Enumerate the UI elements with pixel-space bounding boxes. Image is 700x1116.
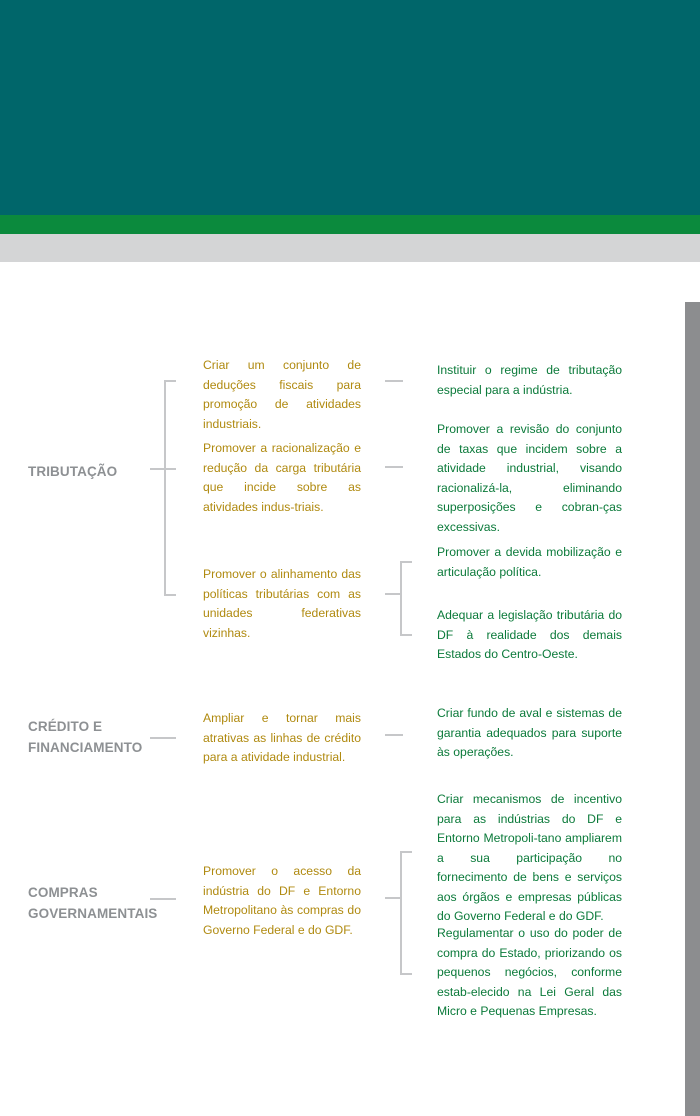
bracket-t3-bottom: [400, 634, 412, 636]
category-credito: [28, 716, 148, 758]
action-fundo-aval: Criar fundo de aval e sistemas de garantia adequados para suporte às operações.: [437, 706, 622, 759]
connector-t3: [385, 593, 401, 595]
action-mobilizacao: Promover a devida mobilização e articulação política.: [437, 545, 622, 579]
header-band-gray: [0, 234, 700, 262]
bracket-g1-bottom: [400, 973, 412, 975]
category-compras: [28, 882, 158, 924]
connector-credito: [150, 737, 176, 739]
action-revisao-taxas: Promover a revisão do conjunto de taxas que incidem sobre a atividade industrial, visando racionalizá-la, eliminando superposições e cobran-ças excessivas.: [437, 422, 622, 534]
objective-alinhamento: Promover o alinhamento das políticas tributárias com as unidades federativas vizinhas.: [203, 567, 361, 640]
bracket-g1-top: [400, 851, 412, 853]
objective-credito: Ampliar e tornar mais atrativas as linhas de crédito para a atividade industrial.: [203, 711, 361, 764]
bracket-tributacao: [164, 380, 166, 595]
connector-c1: [385, 734, 403, 736]
bracket-tributacao-top: [164, 380, 176, 382]
bracket-tributacao-bottom: [164, 594, 176, 596]
category-credito-line1: CRÉDITO E: [28, 719, 103, 734]
objective-deducoes-fiscais: Criar um conjunto de deduções fiscais para promoção de atividades industriais.: [203, 358, 361, 431]
objective-racionalizacao: Promover a racionalização e redução da carga tributária que incide sobre as atividades indus-triais.: [203, 441, 361, 514]
side-bar: [685, 302, 700, 1116]
header-band-green: [0, 215, 700, 234]
action-mecanismos-incentivo: Criar mecanismos de incentivo para as indústrias do DF e Entorno Metropoli-tano ampliarem a sua participação no fornecimento de bens e serviços aos órgãos e empresas públicas do Governo Federal e do GDF.: [437, 792, 622, 923]
action-poder-compra: Regulamentar o uso do poder de compra do Estado, priorizando os pequenos negócios, conforme estab-elecido na Lei Geral das Micro e Pequenas Empresas.: [437, 926, 622, 1018]
objective-compras: Promover o acesso da indústria do DF e Entorno Metropolitano às compras do Governo Federal e do GDF.: [203, 864, 361, 937]
connector-g1: [385, 897, 401, 899]
bracket-t3-top: [400, 561, 412, 563]
connector-tributacao: [150, 468, 176, 470]
bracket-t3: [400, 561, 402, 635]
category-compras-line2: GOVERNAMENTAIS: [28, 906, 158, 921]
category-tributacao: TRIBUTAÇÃO: [28, 464, 118, 479]
action-regime-especial: Instituir o regime de tributação especial para a indústria.: [437, 363, 622, 397]
category-credito-line2: FINANCIAMENTO: [28, 740, 143, 755]
connector-t1: [385, 380, 403, 382]
bracket-g1: [400, 851, 402, 974]
action-legislacao: Adequar a legislação tributária do DF à realidade dos demais Estados do Centro-Oeste.: [437, 608, 622, 661]
connector-t2: [385, 466, 403, 468]
header-band-teal: [0, 0, 700, 215]
connector-compras: [150, 898, 176, 900]
category-compras-line1: COMPRAS: [28, 885, 98, 900]
